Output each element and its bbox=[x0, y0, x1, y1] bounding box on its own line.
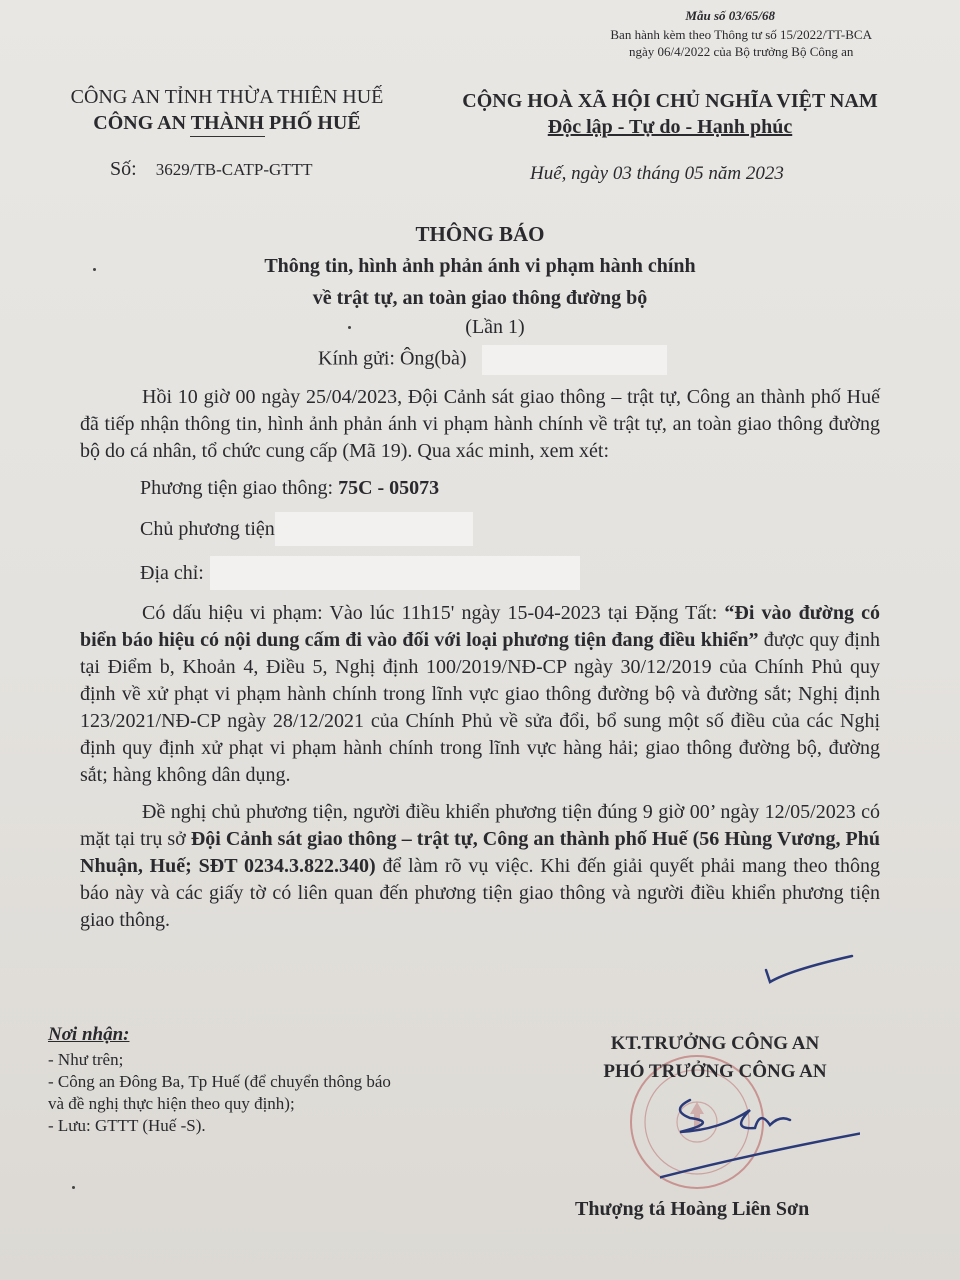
document-number-label: Số: bbox=[110, 158, 137, 180]
date-line: Huế, ngày 03 tháng 05 năm 2023 bbox=[530, 163, 784, 184]
form-note-line1: Ban hành kèm theo Thông tư số 15/2022/TT-BCA bbox=[610, 27, 872, 42]
owner-row bbox=[80, 512, 880, 546]
recipient-item: - Như trên; bbox=[48, 1050, 124, 1069]
owner-label: Chủ phương tiện bbox=[140, 517, 275, 540]
violation-description: “Đi vào đường có biển báo hiệu có nội dung cấm đi vào đối với loại phương tiện đang điều khiển” bbox=[80, 602, 880, 651]
document-title bbox=[0, 218, 960, 314]
handwritten-signature bbox=[660, 1070, 860, 1190]
agency-name: CÔNG AN THÀNH PHỐ HUẾ bbox=[93, 112, 361, 134]
violation-lead: Có dấu hiệu vi phạm: Vào lúc 11h15' ngày 15-04-2023 tại Đặng Tất: bbox=[142, 602, 718, 624]
vehicle-label: Phương tiện giao thông: bbox=[140, 477, 334, 499]
document-body bbox=[80, 384, 880, 934]
intro-paragraph: Hồi 10 giờ 00 ngày 25/04/2023, Đội Cảnh sát giao thông – trật tự, Công an thành phố Huế đã tiếp nhận thông tin, hình ảnh phản ánh vi phạm hành chính về trật tự, an toàn giao thông đường bộ do cá nhân, tổ chức cung cấp (Mã 19). Qua xác minh, xem xét: bbox=[80, 386, 880, 462]
recipient-item: - Công an Đông Ba, Tp Huế (để chuyển thông báo bbox=[48, 1072, 391, 1091]
recipients-block bbox=[48, 1024, 391, 1137]
document-number-value: 3629/TB-CATP-GTTT bbox=[155, 160, 313, 179]
agency-parent: CÔNG AN TỈNH THỪA THIÊN HUẾ bbox=[70, 86, 384, 108]
signature-line2: PHÓ TRƯỞNG CÔNG AN bbox=[603, 1061, 827, 1082]
address-label: Địa chỉ: bbox=[140, 561, 204, 584]
violation-legal-basis: được quy định tại Điểm b, Khoản 4, Điều 5, Nghị định 100/2019/NĐ-CP ngày 30/12/2019 của Chính Phủ quy định về xử phạt vi phạm hành chính trong lĩnh vực giao thông đường bộ và đường sắt; Nghị định 123/2021/NĐ-CP ngày 28/12/2021 của Chính Phủ về sửa đổi, bổ sung một số điều của các Nghị định quy định xử phạt vi phạm hành chính trong lĩnh vực hàng hải; giao thông đường bộ, đường sắt; hàng không dân dụng. bbox=[80, 629, 880, 786]
document-number bbox=[110, 158, 312, 181]
vehicle-plate: 75C - 05073 bbox=[338, 477, 440, 499]
signature-line1: KT.TRƯỞNG CÔNG AN bbox=[610, 1033, 820, 1054]
redacted-owner bbox=[275, 512, 473, 546]
salutation-text: Kính gửi: Ông(bà) bbox=[318, 347, 467, 370]
redacted-address bbox=[210, 556, 580, 590]
recipient-item: và đề nghị thực hiện theo quy định); bbox=[48, 1094, 295, 1113]
violation-paragraph bbox=[80, 600, 880, 789]
recipients-heading: Nơi nhận: bbox=[48, 1024, 130, 1045]
title-sub2: về trật tự, an toàn giao thông đường bộ bbox=[312, 287, 648, 309]
title-sub1: Thông tin, hình ảnh phản ánh vi phạm hành chính bbox=[264, 255, 696, 277]
request-paragraph bbox=[80, 799, 880, 934]
nation-name: CỘNG HOÀ XÃ HỘI CHỦ NGHĨA VIỆT NAM bbox=[462, 90, 878, 112]
ink-dot bbox=[72, 1186, 75, 1189]
redacted-name bbox=[482, 345, 667, 375]
request-lead: Đề nghị chủ phương tiện, người điều khiển phương tiện đúng 9 giờ 00’ ngày 12/05/2023 có mặt tại trụ sở bbox=[80, 801, 880, 850]
form-note bbox=[610, 26, 872, 60]
signer-name: Thượng tá Hoàng Liên Sơn bbox=[575, 1198, 810, 1220]
round-number: (Lần 1) bbox=[465, 316, 525, 338]
address-row bbox=[80, 556, 880, 590]
agency-underline bbox=[190, 136, 265, 137]
ink-dot bbox=[93, 268, 96, 271]
issuing-agency bbox=[52, 84, 402, 137]
vehicle-row bbox=[80, 475, 880, 502]
nation-motto: Độc lập - Tự do - Hạnh phúc bbox=[547, 116, 793, 138]
form-note-line2: ngày 06/4/2022 của Bộ trưởng Bộ Công an bbox=[628, 44, 854, 59]
request-rest: để làm rõ vụ việc. Khi đến giải quyết phải mang theo thông báo này và các giấy tờ có liên quan đến phương tiện giao thông và người điều khiển phương tiện giao thông. bbox=[80, 855, 881, 931]
signature-block bbox=[560, 1030, 870, 1086]
recipient-item: - Lưu: GTTT (Huế -S). bbox=[48, 1116, 206, 1135]
form-code: Mẫu số 03/65/68 bbox=[685, 8, 775, 23]
salutation bbox=[318, 345, 667, 375]
handwritten-check-mark bbox=[760, 952, 860, 992]
request-office: Đội Cảnh sát giao thông – trật tự, Công an thành phố Huế (56 Hùng Vương, Phú Nhuận, Huế; SĐT 0234.3.822.340) bbox=[80, 828, 880, 877]
national-heading bbox=[440, 88, 900, 140]
title-main: THÔNG BÁO bbox=[415, 222, 545, 246]
